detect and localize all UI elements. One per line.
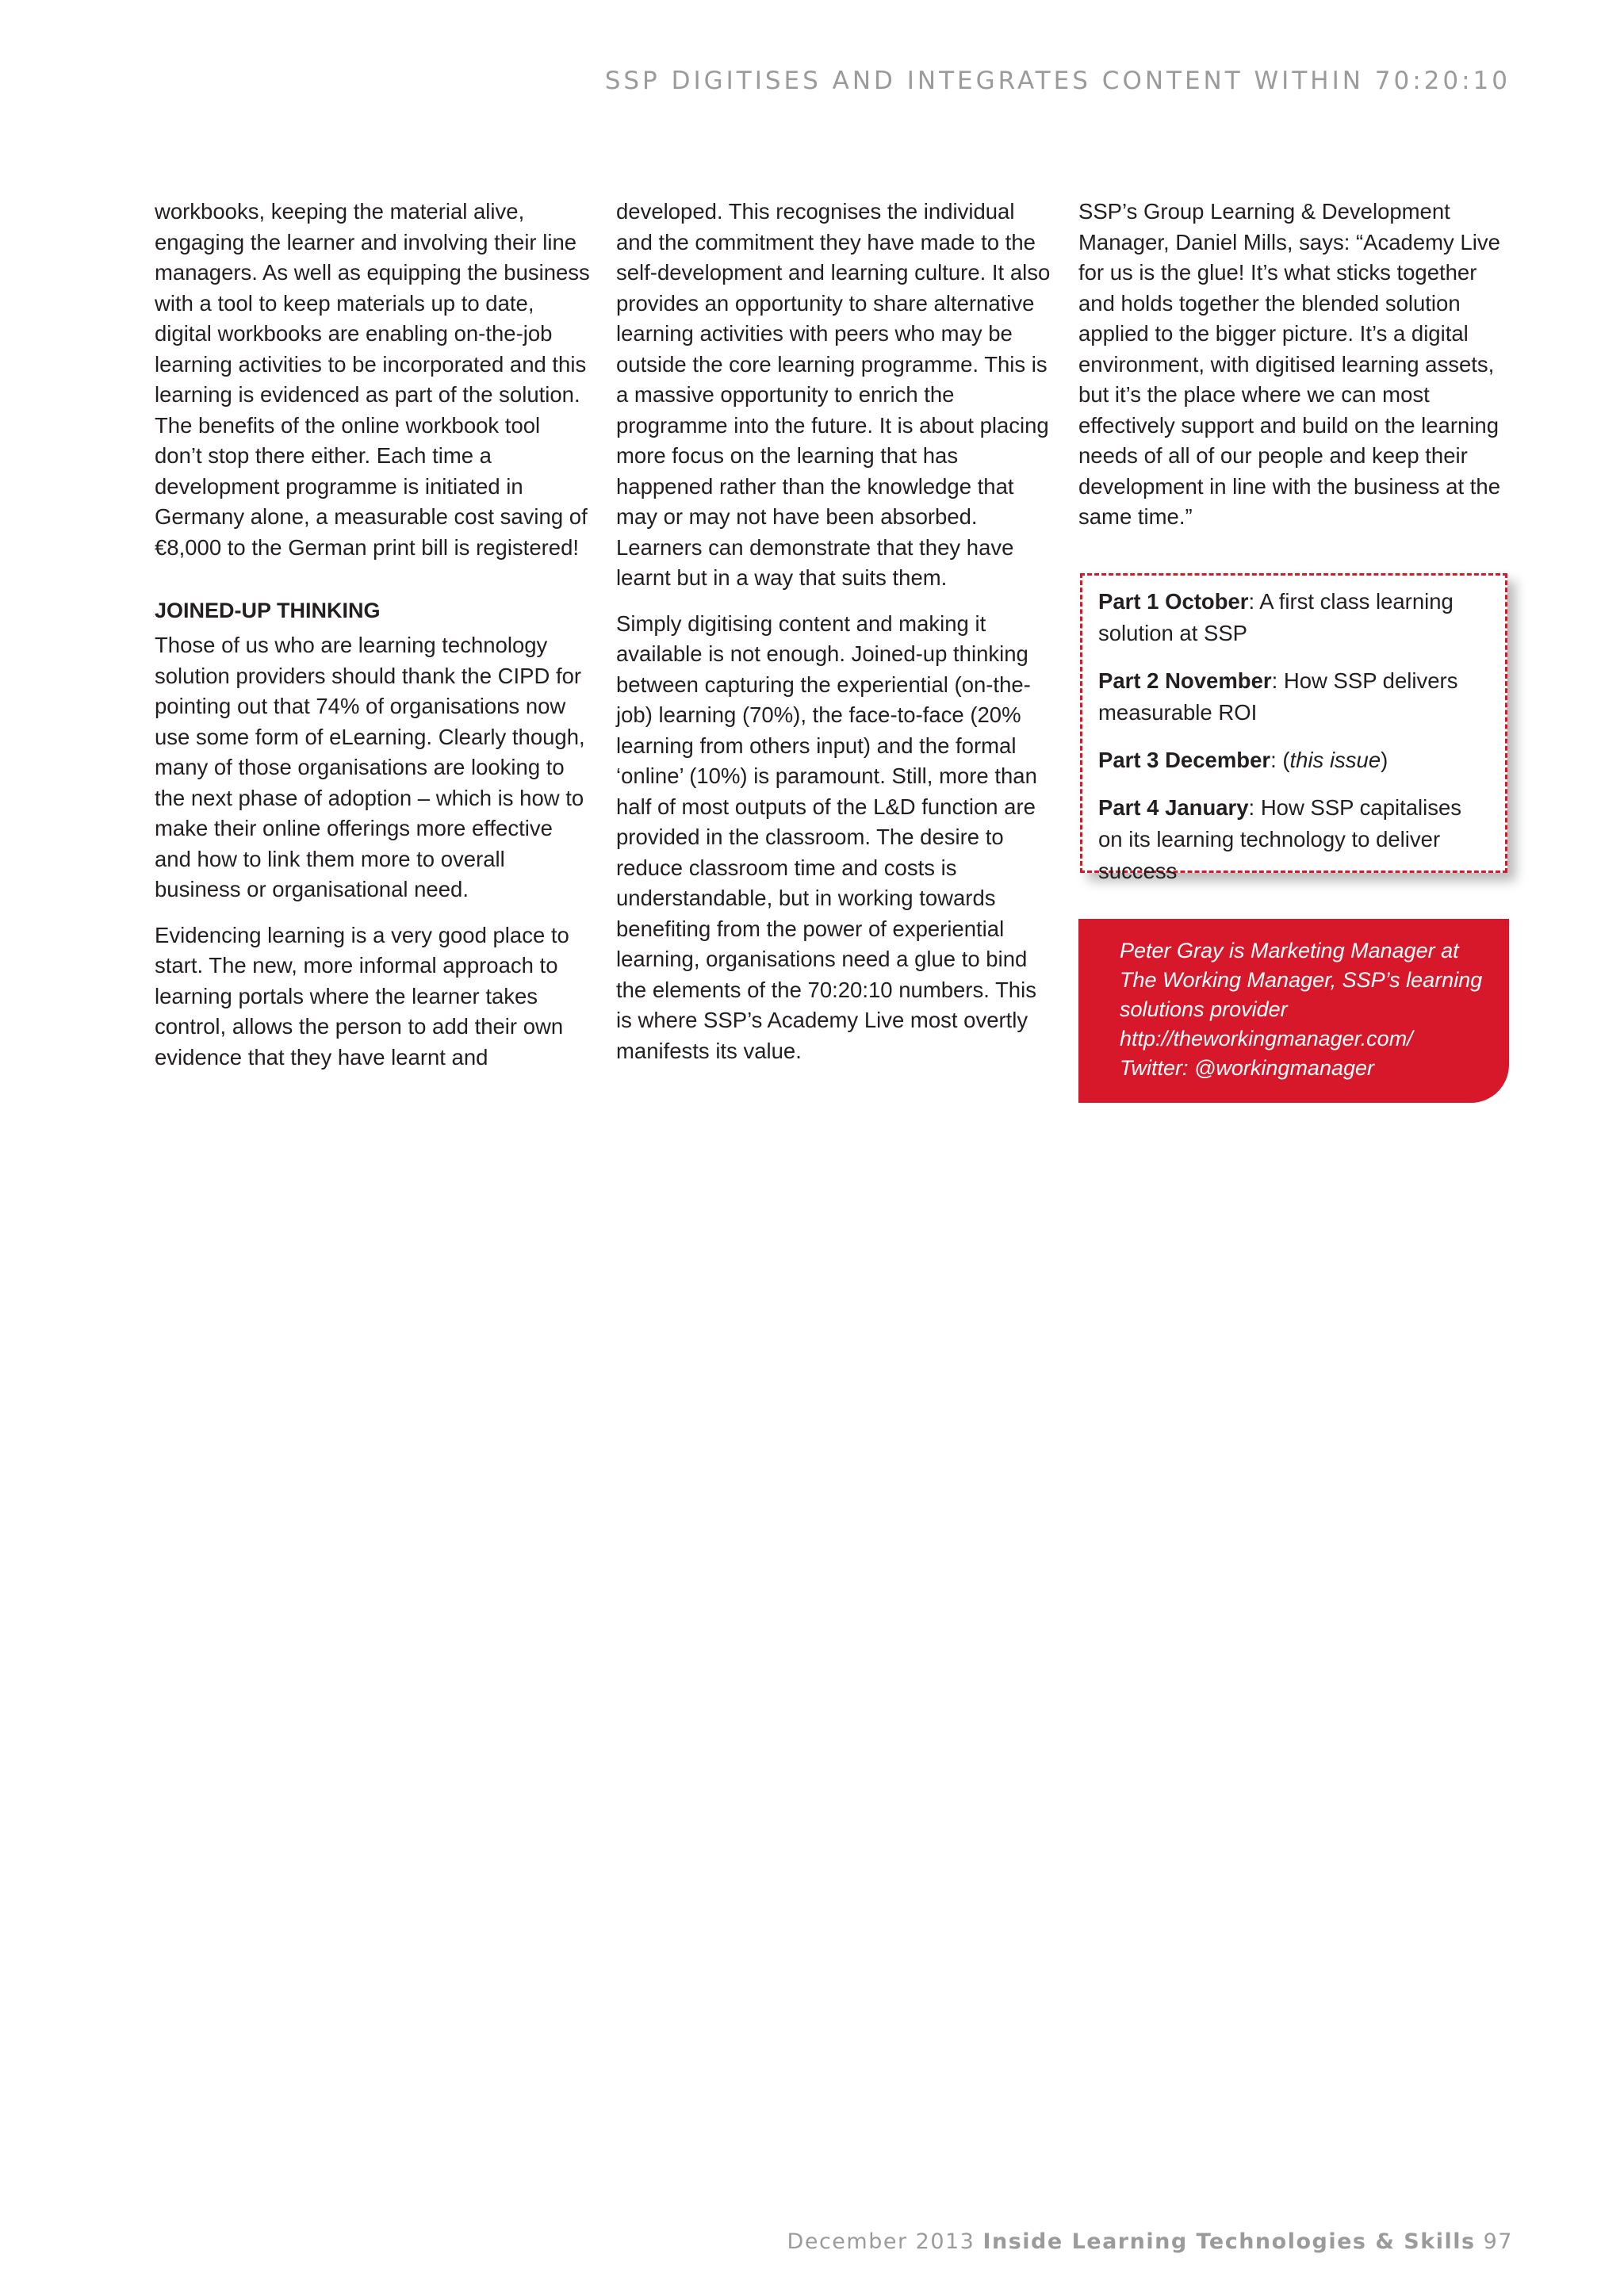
magazine-title: Inside Learning Technologies & Skills	[982, 2229, 1476, 2254]
running-head-title: SSP DIGITISES AND INTEGRATES CONTENT WITHIN 70:20:10	[604, 67, 1511, 95]
part-description-before: : (	[1270, 748, 1290, 772]
series-part-4	[1098, 792, 1489, 887]
article-column-2	[616, 197, 1052, 1081]
author-bio-box	[1078, 919, 1509, 1103]
part-label: Part 1 October	[1098, 589, 1249, 614]
paragraph: Simply digitising content and making it available is not enough. Joined-up thinking between capturing the experiential (on-the-job) learning (70%), the face-to-face (20% learning from others input) and the formal ‘online’ (10%) is paramount. Still, more than half of most outputs of the L&D function are provided in the classroom. The desire to reduce classroom time and costs is understandable, but in working towards benefiting from the power of experiential learning, organisations need a glue to bind the elements of the 70:20:10 numbers. This is where SSP’s Academy Live most overtly manifests its value.	[616, 610, 1037, 1063]
part-label: Part 4 January	[1098, 795, 1249, 820]
article-column-1	[155, 197, 591, 1088]
author-bio: Peter Gray is Marketing Manager at The Working Manager, SSP’s learning solutions provider	[1120, 939, 1483, 1021]
paragraph: developed. This recognises the individual and the commitment they have made to the self-development and learning culture. It also provides an opportunity to share alternative learning activities with peers who may be outside the core learning programme. This is a massive opportunity to enrich the programme into the future. It is about placing more focus on the learning that has happened rather than the knowledge that may or may not have been absorbed. Learners can demonstrate that they have learnt but in a way that suits them.	[616, 199, 1051, 590]
series-part-3	[1098, 744, 1489, 776]
section-heading: JOINED-UP THINKING	[155, 599, 381, 622]
part-description: : How SSP capitalises on its learning technology to deliver success	[1098, 795, 1462, 883]
page-footer	[787, 2229, 1513, 2254]
paragraph: workbooks, keeping the material alive, engaging the learner and involving their line managers. As well as equipping the business with a tool to keep materials up to date, digital workbooks are enabling on-the-job learning activities to be incorporated and this learning is evidenced as part of the solution. The benefits of the online workbook tool don’t stop there either. Each time a development programme is initiated in Germany alone, a measurable cost saving of €8,000 to the German print bill is registered!	[155, 199, 590, 560]
series-part-1	[1098, 586, 1489, 649]
part-description-after: )	[1381, 748, 1388, 772]
part-description: : A first class learning solution at SSP	[1098, 589, 1454, 645]
part-label: Part 2 November	[1098, 668, 1272, 693]
part-note: this issue	[1289, 748, 1381, 772]
series-part-2	[1098, 665, 1489, 729]
issue-date: December 2013	[787, 2229, 983, 2254]
page-number: 97	[1475, 2229, 1513, 2254]
series-parts-box	[1080, 573, 1507, 883]
article-column-3	[1078, 197, 1513, 548]
author-twitter: Twitter: @workingmanager	[1120, 1056, 1375, 1080]
paragraph: Those of us who are learning technology solution providers should thank the CIPD for pointing out that 74% of organisations now use some form of eLearning. Clearly though, many of those organisations are looking to the next phase of adoption – which is how to make their online offerings more effective and how to link them more to overall business or organisational need.	[155, 633, 585, 901]
paragraph: Evidencing learning is a very good place to start. The new, more informal approach to learning portals where the learner takes control, allows the person to add their own evidence that they have learnt and	[155, 922, 569, 1070]
part-description: : How SSP delivers measurable ROI	[1098, 668, 1458, 725]
paragraph: SSP’s Group Learning & Development Manager, Daniel Mills, says: “Academy Live for us is the glue! It’s what sticks together and holds together the blended solution applied to the bigger picture. It’s a digital environment, with digitised learning assets, but it’s the place where we can most effectively support and build on the learning needs of all of our people and keep their development in line with the business at the same time.”	[1078, 199, 1500, 529]
author-website-link[interactable]: http://theworkingmanager.com/	[1120, 1027, 1413, 1050]
part-label: Part 3 December	[1098, 748, 1271, 772]
